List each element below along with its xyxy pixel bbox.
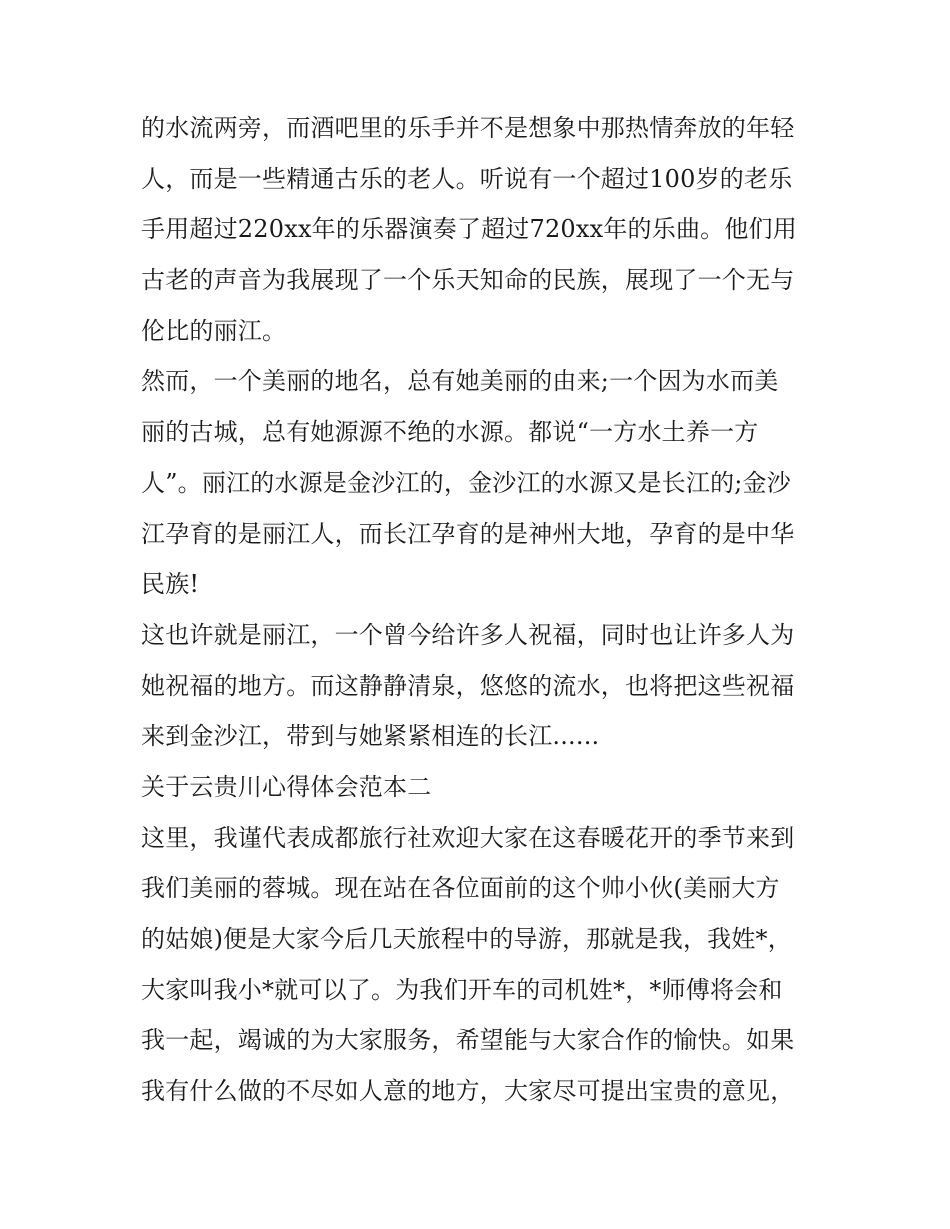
document-body: [141, 103, 821, 1117]
text-line: 古老的声音为我展现了一个乐天知命的民族，展现了一个无与: [141, 266, 795, 295]
text-line: 江孕育的是丽江人，而长江孕育的是神州大地，孕育的是中华: [141, 519, 795, 548]
text-line: 人”。丽江的水源是金沙江的，金沙江的水源又是长江的;金沙: [141, 468, 791, 497]
section-heading: 关于云贵川心得体会范本二: [141, 772, 432, 801]
text-line: 来到金沙江，带到与她紧紧相连的长江......: [141, 722, 600, 751]
text-line: 的水流两旁，而酒吧里的乐手并不是想象中那热情奔放的年轻: [141, 114, 795, 142]
text-line: 手用超过220xx年的乐器演奏了超过720xx年的乐曲。他们用: [141, 215, 797, 244]
text-line: 这里，我谨代表成都旅行社欢迎大家在这春暖花开的季节来到: [141, 823, 795, 852]
text-line: 我有什么做的不尽如人意的地方，大家尽可提出宝贵的意见，: [141, 1077, 795, 1106]
text-line: 伦比的丽江。: [141, 316, 287, 345]
text-line: 的姑娘)便是大家今后几天旅程中的导游，那就是我，我姓*，: [141, 925, 792, 953]
text-line: 民族!: [141, 570, 200, 599]
text-line: 人，而是一些精通古乐的老人。听说有一个超过100岁的老乐: [141, 164, 793, 193]
text-line: 这也许就是丽江，一个曾今给许多人祝福，同时也让许多人为: [141, 620, 795, 649]
text-line: 丽的古城，总有她源源不绝的水源。都说“一方水土养一方: [141, 418, 759, 447]
text-line: 然而，一个美丽的地名，总有她美丽的由来;一个因为水而美: [141, 367, 779, 396]
text-line: 她祝福的地方。而这静静清泉，悠悠的流水，也将把这些祝福: [141, 671, 795, 700]
text-line: 我们美丽的蓉城。现在站在各位面前的这个帅小伙(美丽大方: [141, 874, 780, 903]
text-line: 大家叫我小*就可以了。为我们开车的司机姓*，*师傅将会和: [141, 975, 783, 1004]
text-line: 我一起，竭诚的为大家服务，希望能与大家合作的愉快。如果: [141, 1026, 795, 1055]
